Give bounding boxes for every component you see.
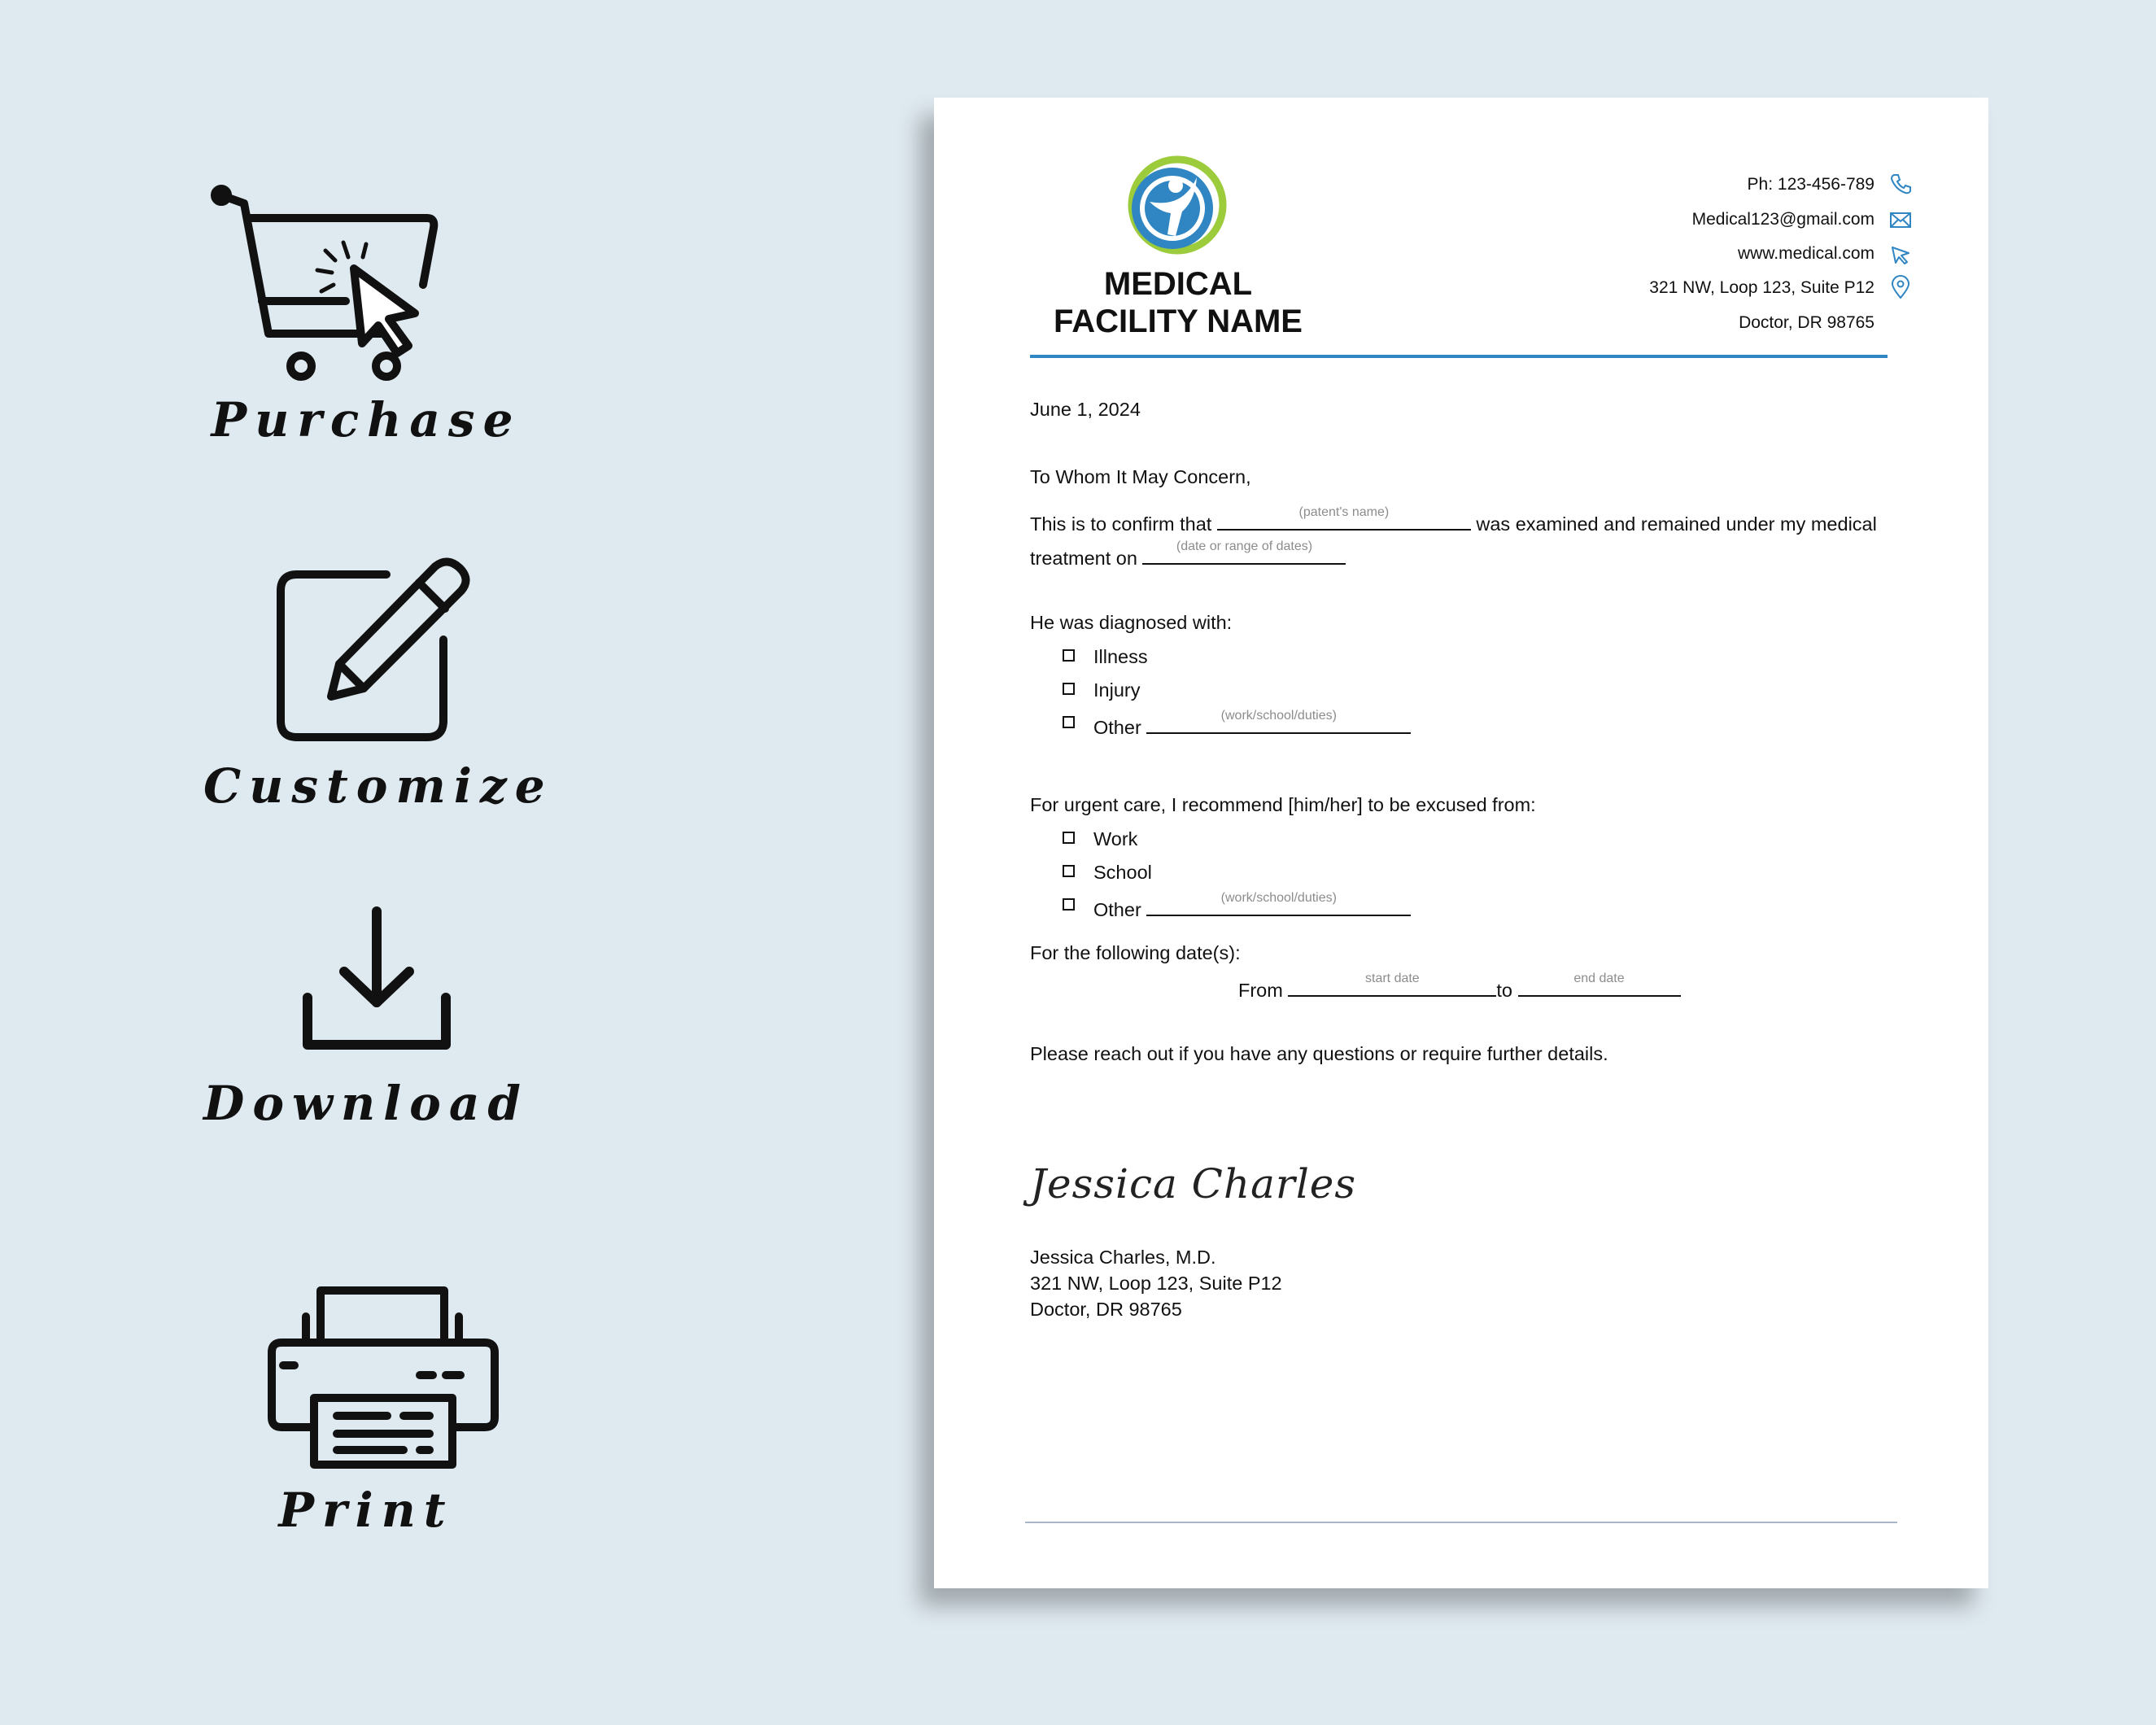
edit-icon: [273, 550, 484, 745]
signer-address: 321 NW, Loop 123, Suite P12: [1030, 1273, 1282, 1294]
facility-name: MEDICAL FACILITY NAME: [1054, 266, 1303, 339]
signer-name: Jessica Charles, M.D.: [1030, 1247, 1216, 1268]
date-range-line: [1238, 972, 1681, 1001]
signer-city: Doctor, DR 98765: [1030, 1299, 1182, 1320]
contact-website: www.medical.com: [1737, 244, 1874, 263]
excuse-option: Other: [1093, 899, 1141, 920]
diagnosis-injury-checkbox[interactable]: [1063, 683, 1075, 695]
excuse-option: Work: [1093, 828, 1138, 849]
diagnosis-intro: He was diagnosed with:: [1030, 612, 1233, 633]
confirm-line: [1030, 505, 1877, 535]
excuse-option: School: [1093, 862, 1152, 883]
feature-label: Customize: [203, 758, 553, 814]
diagnosis-other-hint: (work/school/duties): [1220, 709, 1337, 723]
download-icon: [299, 906, 454, 1053]
excuse-other-hint: (work/school/duties): [1220, 891, 1337, 905]
diagnosis-option: Injury: [1093, 679, 1141, 701]
salutation: To Whom It May Concern,: [1030, 466, 1251, 487]
shopping-cart-icon: [203, 179, 447, 382]
diagnosis-illness-checkbox[interactable]: [1063, 649, 1075, 662]
diagnosis-option: Other: [1093, 717, 1141, 738]
from-label: From: [1238, 980, 1283, 1001]
phone-icon: [1889, 172, 1912, 195]
medical-logo-icon: [1127, 155, 1228, 255]
cursor-icon: [1889, 244, 1912, 265]
treatment-line: [1030, 539, 1346, 569]
printer-icon: [265, 1284, 501, 1471]
excuse-other-checkbox[interactable]: [1063, 898, 1075, 911]
closing-text: Please reach out if you have any questions or require further details.: [1030, 1043, 1608, 1064]
feature-label: Purchase: [211, 392, 522, 448]
excuse-other-line: [1093, 891, 1411, 920]
dates-intro: For the following date(s):: [1030, 942, 1241, 963]
start-date-hint: start date: [1365, 972, 1420, 985]
contact-city: Doctor, DR 98765: [1739, 313, 1874, 332]
feature-customize[interactable]: [203, 550, 553, 827]
confirm-prefix: This is to confirm that: [1030, 513, 1212, 535]
confirm-suffix: was examined and remained under my medical: [1476, 513, 1877, 535]
feature-download[interactable]: [203, 906, 529, 1167]
diagnosis-other-checkbox[interactable]: [1063, 716, 1075, 728]
contact-phone: Ph: 123-456-789: [1747, 175, 1874, 194]
medical-excuse-letter: [934, 98, 1988, 1588]
to-label: to: [1496, 980, 1512, 1001]
location-pin-icon: [1889, 275, 1912, 299]
excuse-work-checkbox[interactable]: [1063, 832, 1075, 844]
feature-print[interactable]: [203, 1284, 529, 1552]
header-divider: [1030, 355, 1888, 358]
excuse-other-field[interactable]: [1146, 891, 1411, 916]
contact-address: 321 NW, Loop 123, Suite P12: [1649, 278, 1874, 297]
feature-label: Print: [278, 1483, 454, 1538]
end-date-hint: end date: [1573, 972, 1625, 985]
patient-name-hint: (patent's name): [1298, 505, 1390, 519]
letter-date: June 1, 2024: [1030, 399, 1141, 420]
patient-name-field[interactable]: [1217, 505, 1471, 531]
treatment-dates-field[interactable]: [1142, 539, 1346, 565]
feature-purchase[interactable]: [203, 179, 529, 456]
excuse-school-checkbox[interactable]: [1063, 865, 1075, 877]
treatment-dates-hint: (date or range of dates): [1176, 539, 1313, 553]
end-date-field[interactable]: [1518, 972, 1681, 997]
mail-icon: [1889, 210, 1912, 229]
diagnosis-other-field[interactable]: [1146, 709, 1411, 734]
footer-divider: [1025, 1522, 1897, 1523]
diagnosis-option: Illness: [1093, 646, 1148, 667]
feature-label: Download: [203, 1076, 529, 1131]
treatment-prefix: treatment on: [1030, 548, 1137, 569]
excuse-intro: For urgent care, I recommend [him/her] to be excused from:: [1030, 794, 1536, 815]
signature: Jessica Charles: [1030, 1160, 1357, 1208]
diagnosis-other-line: [1093, 709, 1411, 738]
contact-email: Medical123@gmail.com: [1691, 210, 1874, 229]
start-date-field[interactable]: [1288, 972, 1496, 997]
